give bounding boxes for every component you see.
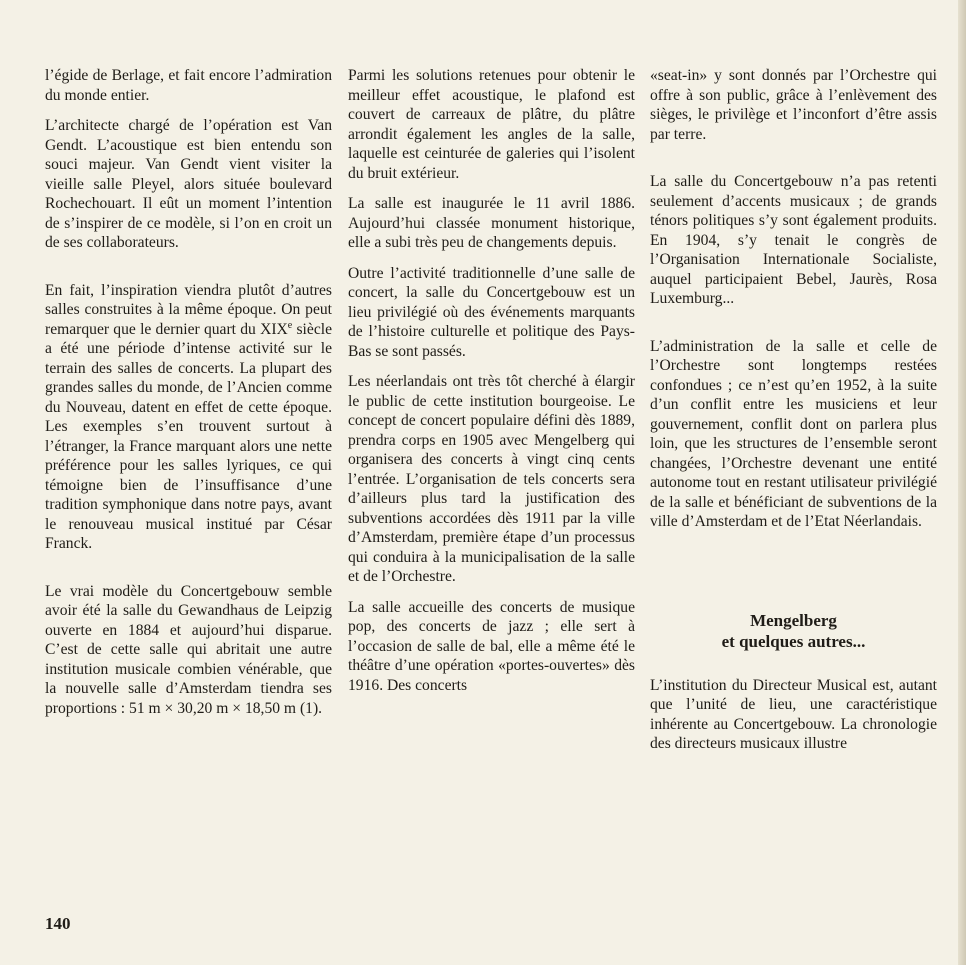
paragraph: l’égide de Berlage, et fait encore l’admiration du monde entier.	[45, 67, 332, 104]
text-column-3	[650, 66, 937, 765]
paragraph: Outre l’activité traditionnelle d’une salle de concert, la salle du Concertgebouw est un lieu privilégié où des événements marquants de l’histoire culturelle et politique des Pays-Bas se sont passés.	[348, 264, 635, 360]
section-heading	[650, 610, 937, 652]
text-column-1	[45, 66, 332, 729]
paragraph: L’institution du Directeur Musical est, autant que l’unité de lieu, une caractéristique inhérente au Concertgebouw. La chronologie des directeurs musicaux illustre	[650, 676, 937, 752]
paragraph	[45, 281, 332, 554]
section-heading-line: Mengelberg	[750, 610, 837, 630]
paragraph: Parmi les solutions retenues pour obtenir le meilleur effet acoustique, le plafond est couvert de carreaux de plâtre, du plâtre arrondit également les angles de la salle, laquelle est ceinturée de galeries qui l’isolent du bruit extérieur.	[348, 67, 635, 182]
century-superscript: e	[287, 319, 293, 331]
page-number: 140	[45, 914, 71, 933]
paragraph: La salle accueille des concerts de musique pop, des concerts de jazz ; elle sert à l’occasion de salle de bal, elle a même été le théâtre d’une opération «portes-ouvertes» dès 1916. Des concerts	[348, 598, 635, 694]
paragraph: La salle du Concertgebouw n’a pas retenti seulement d’accents musicaux ; de grands ténors politiques s’y sont également produits. En 1904, s’y tenait le congrès de l’Organisation Internationale Socialiste, auquel participaient Bebel, Jaurès, Rosa Luxemburg...	[650, 173, 937, 307]
paragraph: Les néerlandais ont très tôt cherché à élargir le public de cette institution bourgeoise. Le concept de concert populaire défini dès 1889, prendra corps en 1905 avec Mengelberg qui organisera des concerts à vingt cinq cents l’entrée. L’organisation de tels concerts sera d’ailleurs plus tard la justification des subventions accordées dès 1911 par la ville d’Amsterdam, première étape d’un processus qui conduira à la municipalisation de la salle et de l’Orchestre.	[348, 373, 635, 585]
paragraph: L’administration de la salle et celle de l’Orchestre sont longtemps restées confondues ; ce n’est qu’en 1952, à la suite d’un conflit entre les musiciens et leur gouvernement, conflit dont on parlera plus loin, que les structures de l’ensemble seront changées, l’Orchestre devenant une entité autonome tout en restant utilisateur privilégié de la salle et bénéficiant de subventions de la ville d’Amsterdam et de l’Etat Néerlandais.	[650, 337, 937, 530]
paragraph: Le vrai modèle du Concertgebouw semble avoir été la salle du Gewandhaus de Leipzig ouverte en 1884 et aujourd’hui disparue. C’est de cette salle qui abritait une autre institution musicale combien vénérable, que la nouvelle salle d’Amsterdam tiendra ses proportions : 51 m × 30,20 m × 18,50 m (1).	[45, 582, 332, 717]
paragraph: La salle est inaugurée le 11 avril 1886. Aujourd’hui classée monument historique, elle a subi très peu de changements depuis.	[348, 195, 635, 251]
paragraph-start: En fait, l’inspiration viendra plutôt d’autres salles construites à la même époque. On peut remarquer que le dernier quart du XIX	[45, 281, 332, 338]
paragraph-rest: siècle a été une période d’intense activité sur le terrain des salles de concerts. La plupart des grandes salles du monde, de l’Ancien comme du Nouveau, datent en effet de cette époque. Les exemples s’en trouvent surtout à l’étranger, la France marquant alors une nette préférence pour les salles lyriques, ce qui témoigne bien de l’insuffisance d’une tradition symphonique dans notre pays, avant le renouveau musical institué par César Franck.	[45, 320, 332, 552]
paragraph: «seat-in» y sont donnés par l’Orchestre qui offre à son public, grâce à l’enlèvement des sièges, le privilège et l’inconfort d’être assis par terre.	[650, 67, 937, 143]
text-column-2	[348, 66, 635, 706]
page-edge-shadow	[958, 0, 966, 965]
section-heading-line: et quelques autres...	[721, 631, 866, 651]
paragraph: L’architecte chargé de l’opération est Van Gendt. L’acoustique est bien entendu son souci majeur. Van Gendt vient visiter la vieille salle Pleyel, alors située boulevard Rochechouart. Il eût un moment l’intention de s’inspirer de ce modèle, si l’on en croit un de ses collaborateurs.	[45, 117, 332, 251]
